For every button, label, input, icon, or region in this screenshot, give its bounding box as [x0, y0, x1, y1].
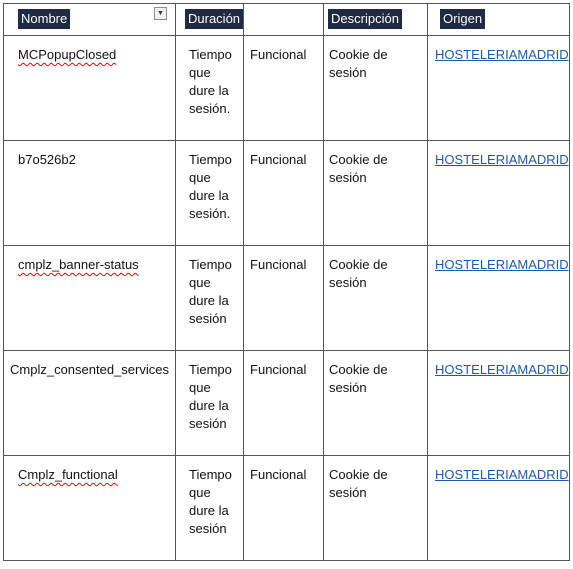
- origin-link[interactable]: HOSTELERIAMADRID: [435, 47, 569, 62]
- cookie-type: Funcional: [250, 152, 307, 167]
- table-row: [4, 36, 570, 141]
- origin-link[interactable]: HOSTELERIAMADRID: [435, 467, 569, 482]
- cookie-type: Funcional: [250, 257, 307, 272]
- table-row: [4, 351, 570, 456]
- cookie-duration: Tiempo que dure la sesión.: [189, 152, 232, 221]
- table-row: [4, 456, 570, 561]
- header-duracion-cell: [176, 4, 244, 36]
- cookie-name-text: MCPopupClosed: [18, 47, 117, 62]
- cookie-name: [4, 246, 175, 274]
- cookie-name-text: Cmplz_functional: [18, 467, 118, 482]
- cookie-name-text: cmplz_banner-status: [18, 257, 139, 272]
- cookies-table: [3, 3, 570, 561]
- header-origen-cell: [428, 4, 570, 36]
- cookie-name-text: b7o526b2: [18, 152, 76, 167]
- cookie-duration: Tiempo que dure la sesión: [189, 467, 232, 536]
- cookie-name-text: Cmplz_consented_services: [10, 362, 169, 377]
- cookie-type: Funcional: [250, 362, 307, 377]
- header-nombre: Nombre: [18, 9, 70, 29]
- cookie-type: Funcional: [250, 467, 307, 482]
- cookie-name: [4, 141, 175, 169]
- cookie-duration: Tiempo que dure la sesión: [189, 362, 232, 431]
- cookie-description: Cookie de sesión: [329, 467, 388, 500]
- header-descripcion-cell: [324, 4, 428, 36]
- table-row: [4, 246, 570, 351]
- origin-link[interactable]: HOSTELERIAMADRID: [435, 152, 569, 167]
- cookie-type: Funcional: [250, 47, 307, 62]
- cookie-name: [4, 351, 175, 379]
- header-tipo-cell: [244, 4, 324, 36]
- table-row: [4, 141, 570, 246]
- cookie-duration: Tiempo que dure la sesión.: [189, 47, 232, 116]
- cookie-description: Cookie de sesión: [329, 257, 388, 290]
- cookie-description: Cookie de sesión: [329, 152, 388, 185]
- table-header-row: [4, 4, 570, 36]
- cookie-description: Cookie de sesión: [329, 362, 388, 395]
- header-descripcion: Descripción: [328, 9, 402, 29]
- cookie-name: [4, 36, 175, 64]
- cookie-name: [4, 456, 175, 484]
- header-nombre-cell: [4, 4, 176, 36]
- cookie-duration: Tiempo que dure la sesión: [189, 257, 232, 326]
- origin-link[interactable]: HOSTELERIAMADRID: [435, 257, 569, 272]
- header-origen: Origen: [440, 9, 485, 29]
- header-duracion: Duración: [185, 9, 243, 29]
- cookie-description: Cookie de sesión: [329, 47, 388, 80]
- origin-link[interactable]: HOSTELERIAMADRID: [435, 362, 569, 377]
- dropdown-arrow-icon[interactable]: ▼: [154, 7, 167, 20]
